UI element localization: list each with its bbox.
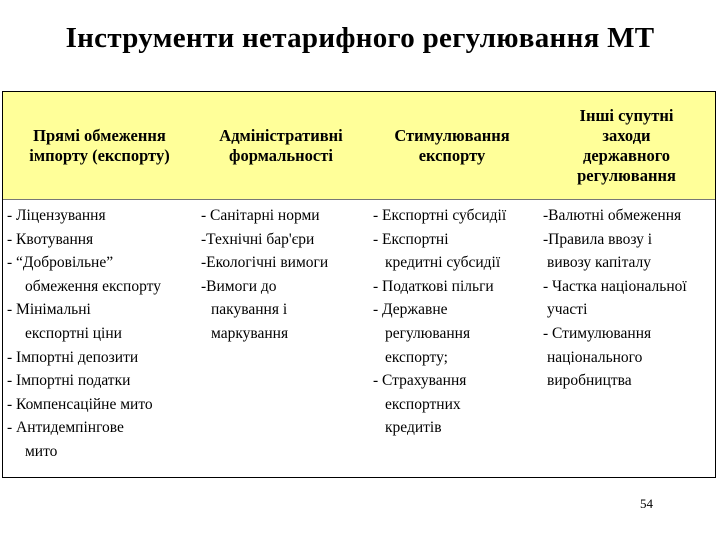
list-item-line: - Компенсаційне мито: [7, 395, 153, 413]
header-export-stimulation: Стимулювання експорту: [394, 125, 510, 165]
list-item-line: експортних: [385, 395, 461, 413]
column-direct-restrictions: [7, 204, 194, 464]
list-item-line: -Правила ввозу і: [543, 230, 653, 248]
list-item: [7, 298, 194, 345]
list-item: [7, 346, 194, 370]
list-item-line: виробництва: [547, 372, 632, 390]
list-item: [201, 228, 363, 252]
list-item: [201, 275, 363, 346]
list-item-line: експортні ціни: [25, 324, 122, 342]
list-item: [201, 251, 363, 275]
list-item-line: - Санітарні норми: [201, 207, 320, 224]
list-item: [373, 275, 541, 299]
page-title: Інструменти нетарифного регулювання МТ: [65, 22, 655, 54]
list-item-line: вивозу капіталу: [547, 254, 652, 272]
list-item-line: -Технічні бар'єри: [201, 230, 315, 248]
list-item-line: обмеження експорту: [25, 277, 161, 295]
list-item: [373, 204, 541, 228]
list-item-line: кредитів: [385, 419, 442, 437]
list-item: [7, 416, 194, 463]
list-item-line: - Стимулювання: [543, 324, 652, 342]
list-item: [373, 369, 541, 440]
list-item-line: - Імпортні податки: [7, 372, 131, 390]
list-item: [7, 228, 194, 252]
list-item-line: -Валютні обмеження: [543, 207, 682, 224]
column-administrative: [201, 204, 363, 346]
list-item-line: - Імпортні депозити: [7, 348, 139, 366]
list-item: [543, 204, 715, 228]
page-number: 54: [640, 496, 653, 511]
list-item-line: - Експортні субсидії: [373, 207, 507, 224]
list-item-line: - Ліцензування: [7, 207, 106, 224]
list-item-line: експорту;: [385, 348, 448, 366]
list-item-line: - Податкові пільги: [373, 277, 494, 295]
list-item-line: - “Добровільне”: [7, 254, 114, 272]
list-item-line: - Квотування: [7, 230, 94, 248]
list-item: [7, 251, 194, 298]
list-item-line: - Державне: [373, 301, 448, 319]
list-item: [543, 228, 715, 275]
list-item: [7, 204, 194, 228]
table-header: [3, 92, 715, 200]
list-item-line: - Мінімальні: [7, 301, 91, 319]
list-item-line: - Антидемпінгове: [7, 419, 124, 437]
list-item: [373, 228, 541, 275]
list-item: [7, 369, 194, 393]
list-item-line: -Екологічні вимоги: [201, 254, 329, 272]
list-item: [373, 298, 541, 369]
list-item-line: мито: [25, 442, 58, 460]
list-item-line: - Частка національної: [543, 277, 687, 295]
list-item: [543, 322, 715, 393]
list-item-line: - Експортні: [373, 230, 449, 248]
list-item-line: кредитні субсидії: [385, 254, 501, 272]
list-item: [201, 204, 363, 228]
list-item-line: - Страхування: [373, 372, 467, 390]
list-item: [7, 393, 194, 417]
column-other-measures: [543, 204, 715, 393]
list-item: [543, 275, 715, 322]
list-item-line: національного: [547, 348, 643, 366]
instruments-table: [2, 91, 716, 478]
list-item-line: пакування і: [211, 301, 288, 319]
list-item-line: участі: [547, 301, 588, 319]
list-item-line: регулювання: [385, 324, 471, 342]
column-export-stimulation: [373, 204, 541, 440]
header-administrative: Адміністративні формальності: [219, 125, 343, 165]
list-item-line: маркування: [211, 324, 289, 342]
header-other-measures: Інші супутні заходи державного регулювання: [577, 105, 676, 185]
list-item-line: -Вимоги до: [201, 277, 277, 295]
header-direct-restrictions: Прямі обмеження імпорту (експорту): [29, 125, 170, 165]
